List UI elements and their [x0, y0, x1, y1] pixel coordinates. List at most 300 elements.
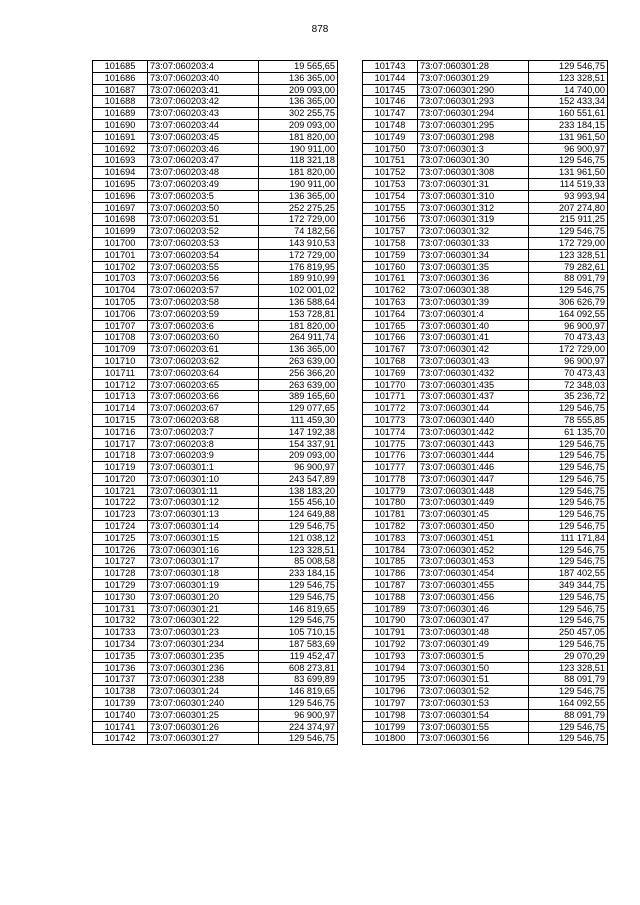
- row-number-cell: 101695: [93, 178, 148, 190]
- row-number-cell: 101688: [93, 96, 148, 108]
- row-number-cell: 101693: [93, 155, 148, 167]
- cadastral-number-cell: 73:07:060203:68: [148, 414, 259, 426]
- value-cell: 189 910,99: [259, 273, 338, 285]
- cadastral-number-cell: 73:07:060301:10: [148, 473, 259, 485]
- cadastral-number-cell: 73:07:060301:34: [418, 249, 529, 261]
- value-cell: 209 093,00: [259, 119, 338, 131]
- table-row: [93, 580, 338, 592]
- cadastral-number-cell: 73:07:060301:38: [418, 285, 529, 297]
- row-number-cell: 101751: [363, 155, 418, 167]
- value-cell: 306 626,79: [529, 296, 608, 308]
- row-number-cell: 101767: [363, 344, 418, 356]
- value-cell: 233 184,15: [259, 568, 338, 580]
- table-row: [363, 450, 608, 462]
- value-cell: 129 546,75: [529, 544, 608, 556]
- table-row: [363, 662, 608, 674]
- table-row: [363, 178, 608, 190]
- row-number-cell: 101753: [363, 178, 418, 190]
- table-row: [93, 650, 338, 662]
- value-cell: 129 546,75: [529, 403, 608, 415]
- table-row: [93, 367, 338, 379]
- row-number-cell: 101704: [93, 285, 148, 297]
- value-cell: 129 546,75: [259, 580, 338, 592]
- row-number-cell: 101721: [93, 485, 148, 497]
- cadastral-number-cell: 73:07:060301:444: [418, 450, 529, 462]
- row-number-cell: 101784: [363, 544, 418, 556]
- cadastral-number-cell: 73:07:060203:45: [148, 131, 259, 143]
- value-cell: 147 192,38: [259, 426, 338, 438]
- value-cell: 181 820,00: [259, 131, 338, 143]
- cadastral-number-cell: 73:07:060203:56: [148, 273, 259, 285]
- value-cell: 190 911,00: [259, 143, 338, 155]
- cadastral-number-cell: 73:07:060301:48: [418, 627, 529, 639]
- cadastral-number-cell: 73:07:060301:30: [418, 155, 529, 167]
- table-row: [363, 698, 608, 710]
- table-row: [93, 733, 338, 745]
- cadastral-number-cell: 73:07:060301:319: [418, 214, 529, 226]
- row-number-cell: 101758: [363, 237, 418, 249]
- table-row: [363, 344, 608, 356]
- row-number-cell: 101794: [363, 662, 418, 674]
- table-row: [363, 167, 608, 179]
- table-row: [363, 603, 608, 615]
- table-row: [363, 485, 608, 497]
- value-cell: 35 236,72: [529, 391, 608, 403]
- table-row: [363, 674, 608, 686]
- row-number-cell: 101775: [363, 438, 418, 450]
- cadastral-number-cell: 73:07:060301:20: [148, 591, 259, 603]
- cadastral-number-cell: 73:07:060301:295: [418, 119, 529, 131]
- table-row: [93, 709, 338, 721]
- table-row: [363, 391, 608, 403]
- table-row: [363, 72, 608, 84]
- table-row: [93, 72, 338, 84]
- cadastral-number-cell: 73:07:060203:9: [148, 450, 259, 462]
- cadastral-number-cell: 73:07:060301:440: [418, 414, 529, 426]
- value-cell: 155 456,10: [259, 497, 338, 509]
- value-cell: 172 729,00: [259, 214, 338, 226]
- cadastral-number-cell: 73:07:060301:1: [148, 462, 259, 474]
- row-number-cell: 101687: [93, 84, 148, 96]
- value-cell: 187 402,55: [529, 568, 608, 580]
- table-row: [93, 237, 338, 249]
- row-number-cell: 101786: [363, 568, 418, 580]
- table-row: [363, 214, 608, 226]
- cadastral-number-cell: 73:07:060203:55: [148, 261, 259, 273]
- cadastral-number-cell: 73:07:060301:310: [418, 190, 529, 202]
- table-row: [93, 214, 338, 226]
- value-cell: 190 911,00: [259, 178, 338, 190]
- row-number-cell: 101724: [93, 521, 148, 533]
- table-row: [363, 568, 608, 580]
- table-row: [93, 639, 338, 651]
- table-row: [363, 414, 608, 426]
- cadastral-number-cell: 73:07:060301:24: [148, 686, 259, 698]
- value-cell: 72 348,03: [529, 379, 608, 391]
- value-cell: 88 091,79: [529, 709, 608, 721]
- cadastral-number-cell: 73:07:060203:41: [148, 84, 259, 96]
- cadastral-number-cell: 73:07:060301:33: [418, 237, 529, 249]
- cadastral-number-cell: 73:07:060203:60: [148, 332, 259, 344]
- row-number-cell: 101789: [363, 603, 418, 615]
- row-number-cell: 101759: [363, 249, 418, 261]
- row-number-cell: 101727: [93, 556, 148, 568]
- cadastral-number-cell: 73:07:060203:65: [148, 379, 259, 391]
- cadastral-number-cell: 73:07:060301:450: [418, 521, 529, 533]
- table-row: [93, 544, 338, 556]
- cadastral-number-cell: 73:07:060301:16: [148, 544, 259, 556]
- cadastral-number-cell: 73:07:060203:58: [148, 296, 259, 308]
- table-row: [363, 285, 608, 297]
- row-number-cell: 101766: [363, 332, 418, 344]
- cadastral-number-cell: 73:07:060301:3: [418, 143, 529, 155]
- cadastral-number-cell: 73:07:060203:54: [148, 249, 259, 261]
- table-row: [93, 226, 338, 238]
- row-number-cell: 101779: [363, 485, 418, 497]
- row-number-cell: 101754: [363, 190, 418, 202]
- table-row: [93, 414, 338, 426]
- row-number-cell: 101782: [363, 521, 418, 533]
- table-row: [363, 509, 608, 521]
- row-number-cell: 101685: [93, 61, 148, 73]
- row-number-cell: 101720: [93, 473, 148, 485]
- table-row: [93, 202, 338, 214]
- cadastral-number-cell: 73:07:060203:5: [148, 190, 259, 202]
- table-row: [93, 261, 338, 273]
- row-number-cell: 101778: [363, 473, 418, 485]
- value-cell: 131 961,50: [529, 131, 608, 143]
- table-row: [363, 686, 608, 698]
- cadastral-number-cell: 73:07:060301:11: [148, 485, 259, 497]
- cadastral-number-cell: 73:07:060301:55: [418, 721, 529, 733]
- row-number-cell: 101690: [93, 119, 148, 131]
- row-number-cell: 101791: [363, 627, 418, 639]
- value-cell: 61 135,70: [529, 426, 608, 438]
- table-row: [93, 379, 338, 391]
- cadastral-number-cell: 73:07:060301:25: [148, 709, 259, 721]
- cadastral-number-cell: 73:07:060301:27: [148, 733, 259, 745]
- cadastral-number-cell: 73:07:060301:26: [148, 721, 259, 733]
- cadastral-number-cell: 73:07:060301:21: [148, 603, 259, 615]
- table-row: [93, 426, 338, 438]
- row-number-cell: 101749: [363, 131, 418, 143]
- table-row: [93, 155, 338, 167]
- cadastral-number-cell: 73:07:060301:40: [418, 320, 529, 332]
- row-number-cell: 101706: [93, 308, 148, 320]
- cadastral-number-cell: 73:07:060203:57: [148, 285, 259, 297]
- value-cell: 146 819,65: [259, 686, 338, 698]
- value-cell: 129 546,75: [529, 438, 608, 450]
- cadastral-number-cell: 73:07:060301:51: [418, 674, 529, 686]
- value-cell: 302 255,75: [259, 108, 338, 120]
- value-cell: 129 546,75: [529, 686, 608, 698]
- table-row: [363, 355, 608, 367]
- cadastral-number-cell: 73:07:060301:454: [418, 568, 529, 580]
- cadastral-number-cell: 73:07:060301:451: [418, 532, 529, 544]
- cadastral-number-cell: 73:07:060203:52: [148, 226, 259, 238]
- table-row: [93, 509, 338, 521]
- value-cell: 252 275,25: [259, 202, 338, 214]
- value-cell: 79 282,61: [529, 261, 608, 273]
- table-row: [363, 709, 608, 721]
- row-number-cell: 101701: [93, 249, 148, 261]
- value-cell: 96 900,97: [259, 462, 338, 474]
- table-row: [93, 296, 338, 308]
- value-cell: 153 728,81: [259, 308, 338, 320]
- cadastral-number-cell: 73:07:060301:236: [148, 662, 259, 674]
- value-cell: 224 374,97: [259, 721, 338, 733]
- table-row: [363, 379, 608, 391]
- row-number-cell: 101799: [363, 721, 418, 733]
- table-row: [93, 308, 338, 320]
- value-cell: 129 546,75: [529, 521, 608, 533]
- value-cell: 123 328,51: [529, 72, 608, 84]
- row-number-cell: 101765: [363, 320, 418, 332]
- row-number-cell: 101728: [93, 568, 148, 580]
- cadastral-number-cell: 73:07:060301:52: [418, 686, 529, 698]
- cadastral-number-cell: 73:07:060301:294: [418, 108, 529, 120]
- table-row: [363, 308, 608, 320]
- cadastral-number-cell: 73:07:060203:4: [148, 61, 259, 73]
- row-number-cell: 101736: [93, 662, 148, 674]
- value-cell: 70 473,43: [529, 367, 608, 379]
- value-cell: 160 551,61: [529, 108, 608, 120]
- row-number-cell: 101692: [93, 143, 148, 155]
- row-number-cell: 101777: [363, 462, 418, 474]
- table-row: [363, 61, 608, 73]
- cadastral-number-cell: 73:07:060203:67: [148, 403, 259, 415]
- cadastral-number-cell: 73:07:060301:22: [148, 615, 259, 627]
- table-row: [93, 167, 338, 179]
- row-number-cell: 101772: [363, 403, 418, 415]
- table-row: [93, 403, 338, 415]
- table-row: [93, 249, 338, 261]
- cadastral-number-cell: 73:07:060203:53: [148, 237, 259, 249]
- row-number-cell: 101748: [363, 119, 418, 131]
- table-row: [363, 473, 608, 485]
- row-number-cell: 101769: [363, 367, 418, 379]
- row-number-cell: 101783: [363, 532, 418, 544]
- cadastral-number-cell: 73:07:060301:4: [418, 308, 529, 320]
- row-number-cell: 101689: [93, 108, 148, 120]
- row-number-cell: 101703: [93, 273, 148, 285]
- cadastral-number-cell: 73:07:060301:28: [418, 61, 529, 73]
- value-cell: 136 588,64: [259, 296, 338, 308]
- row-number-cell: 101747: [363, 108, 418, 120]
- value-cell: 129 546,75: [259, 615, 338, 627]
- cadastral-number-cell: 73:07:060301:29: [418, 72, 529, 84]
- cadastral-number-cell: 73:07:060203:62: [148, 355, 259, 367]
- cadastral-number-cell: 73:07:060301:44: [418, 403, 529, 415]
- row-number-cell: 101752: [363, 167, 418, 179]
- table-row: [363, 367, 608, 379]
- cadastral-number-cell: 73:07:060203:47: [148, 155, 259, 167]
- row-number-cell: 101700: [93, 237, 148, 249]
- table-row: [93, 391, 338, 403]
- table-row: [363, 403, 608, 415]
- value-cell: 389 165,60: [259, 391, 338, 403]
- row-number-cell: 101770: [363, 379, 418, 391]
- table-row: [363, 556, 608, 568]
- cadastral-number-cell: 73:07:060301:238: [148, 674, 259, 686]
- cadastral-number-cell: 73:07:060301:50: [418, 662, 529, 674]
- row-number-cell: 101712: [93, 379, 148, 391]
- cadastral-number-cell: 73:07:060203:49: [148, 178, 259, 190]
- row-number-cell: 101780: [363, 497, 418, 509]
- table-row: [93, 674, 338, 686]
- cadastral-number-cell: 73:07:060301:290: [418, 84, 529, 96]
- table-row: [363, 119, 608, 131]
- value-cell: 209 093,00: [259, 450, 338, 462]
- cadastral-number-cell: 73:07:060301:298: [418, 131, 529, 143]
- row-number-cell: 101702: [93, 261, 148, 273]
- value-cell: 176 819,95: [259, 261, 338, 273]
- row-number-cell: 101731: [93, 603, 148, 615]
- value-cell: 123 328,51: [259, 544, 338, 556]
- row-number-cell: 101797: [363, 698, 418, 710]
- cadastral-number-cell: 73:07:060301:49: [418, 639, 529, 651]
- cadastral-number-cell: 73:07:060203:61: [148, 344, 259, 356]
- table-row: [363, 521, 608, 533]
- value-cell: 215 911,25: [529, 214, 608, 226]
- table-row: [363, 532, 608, 544]
- row-number-cell: 101774: [363, 426, 418, 438]
- row-number-cell: 101715: [93, 414, 148, 426]
- left-table-body: [93, 61, 338, 745]
- table-row: [93, 485, 338, 497]
- table-row: [363, 615, 608, 627]
- row-number-cell: 101781: [363, 509, 418, 521]
- row-number-cell: 101764: [363, 308, 418, 320]
- cadastral-number-cell: 73:07:060301:448: [418, 485, 529, 497]
- cadastral-number-cell: 73:07:060203:43: [148, 108, 259, 120]
- table-row: [363, 650, 608, 662]
- cadastral-number-cell: 73:07:060301:435: [418, 379, 529, 391]
- cadastral-number-cell: 73:07:060203:48: [148, 167, 259, 179]
- value-cell: 88 091,79: [529, 273, 608, 285]
- row-number-cell: 101793: [363, 650, 418, 662]
- cadastral-number-cell: 73:07:060301:31: [418, 178, 529, 190]
- value-cell: 263 639,00: [259, 355, 338, 367]
- row-number-cell: 101800: [363, 733, 418, 745]
- table-row: [93, 603, 338, 615]
- value-cell: 78 555,85: [529, 414, 608, 426]
- table-row: [93, 521, 338, 533]
- cadastral-number-cell: 73:07:060301:35: [418, 261, 529, 273]
- table-row: [93, 568, 338, 580]
- cadastral-number-cell: 73:07:060301:453: [418, 556, 529, 568]
- table-row: [93, 190, 338, 202]
- value-cell: 129 546,75: [529, 462, 608, 474]
- value-cell: 264 911,74: [259, 332, 338, 344]
- value-cell: 85 008,58: [259, 556, 338, 568]
- table-row: [93, 131, 338, 143]
- value-cell: 243 547,89: [259, 473, 338, 485]
- table-row: [93, 438, 338, 450]
- value-cell: 136 365,00: [259, 72, 338, 84]
- value-cell: 96 900,97: [529, 143, 608, 155]
- value-cell: 136 365,00: [259, 190, 338, 202]
- row-number-cell: 101771: [363, 391, 418, 403]
- cadastral-number-cell: 73:07:060301:36: [418, 273, 529, 285]
- table-row: [363, 733, 608, 745]
- cadastral-number-cell: 73:07:060301:240: [148, 698, 259, 710]
- row-number-cell: 101735: [93, 650, 148, 662]
- value-cell: 96 900,97: [259, 709, 338, 721]
- row-number-cell: 101756: [363, 214, 418, 226]
- cadastral-number-cell: 73:07:060301:43: [418, 355, 529, 367]
- table-row: [363, 438, 608, 450]
- value-cell: 129 546,75: [259, 733, 338, 745]
- value-cell: 154 337,91: [259, 438, 338, 450]
- value-cell: 152 433,34: [529, 96, 608, 108]
- table-row: [363, 96, 608, 108]
- value-cell: 131 961,50: [529, 167, 608, 179]
- value-cell: 14 740,00: [529, 84, 608, 96]
- table-row: [363, 155, 608, 167]
- value-cell: 207 274,80: [529, 202, 608, 214]
- value-cell: 119 452,47: [259, 650, 338, 662]
- table-row: [363, 249, 608, 261]
- value-cell: 70 473,43: [529, 332, 608, 344]
- value-cell: 209 093,00: [259, 84, 338, 96]
- row-number-cell: 101796: [363, 686, 418, 698]
- page-number: 878: [311, 24, 329, 35]
- row-number-cell: 101698: [93, 214, 148, 226]
- value-cell: 187 583,69: [259, 639, 338, 651]
- row-number-cell: 101723: [93, 509, 148, 521]
- row-number-cell: 101741: [93, 721, 148, 733]
- row-number-cell: 101694: [93, 167, 148, 179]
- value-cell: 129 546,75: [529, 721, 608, 733]
- value-cell: 129 077,65: [259, 403, 338, 415]
- table-row: [363, 639, 608, 651]
- cadastral-number-cell: 73:07:060203:6: [148, 320, 259, 332]
- value-cell: 129 546,75: [529, 509, 608, 521]
- value-cell: 181 820,00: [259, 167, 338, 179]
- value-cell: 111 459,30: [259, 414, 338, 426]
- cadastral-number-cell: 73:07:060301:13: [148, 509, 259, 521]
- row-number-cell: 101716: [93, 426, 148, 438]
- row-number-cell: 101773: [363, 414, 418, 426]
- table-row: [93, 61, 338, 73]
- row-number-cell: 101745: [363, 84, 418, 96]
- row-number-cell: 101713: [93, 391, 148, 403]
- cadastral-number-cell: 73:07:060301:41: [418, 332, 529, 344]
- table-row: [93, 615, 338, 627]
- value-cell: 124 649,88: [259, 509, 338, 521]
- table-row: [363, 261, 608, 273]
- row-number-cell: 101757: [363, 226, 418, 238]
- table-row: [363, 296, 608, 308]
- table-row: [363, 320, 608, 332]
- table-row: [363, 143, 608, 155]
- row-number-cell: 101707: [93, 320, 148, 332]
- cadastral-number-cell: 73:07:060301:56: [418, 733, 529, 745]
- value-cell: 263 639,00: [259, 379, 338, 391]
- table-row: [93, 686, 338, 698]
- table-row: [363, 226, 608, 238]
- row-number-cell: 101691: [93, 131, 148, 143]
- value-cell: 129 546,75: [529, 155, 608, 167]
- value-cell: 29 070,29: [529, 650, 608, 662]
- row-number-cell: 101697: [93, 202, 148, 214]
- row-number-cell: 101737: [93, 674, 148, 686]
- table-row: [93, 119, 338, 131]
- value-cell: 250 457,05: [529, 627, 608, 639]
- table-row: [93, 84, 338, 96]
- row-number-cell: 101763: [363, 296, 418, 308]
